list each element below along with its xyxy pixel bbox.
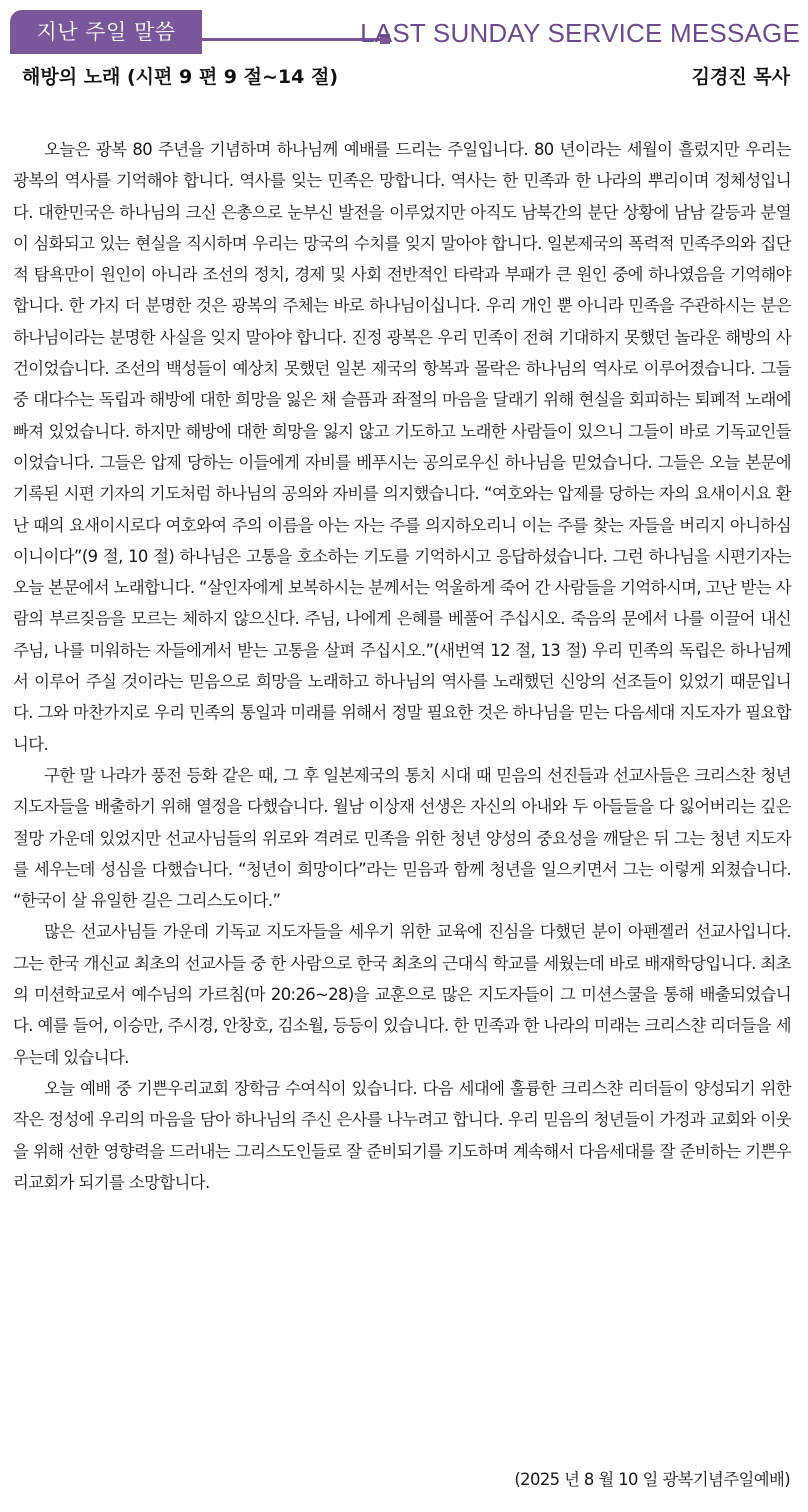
sermon-body	[13, 134, 791, 1198]
section-tag-label: 지난 주일 말씀	[10, 10, 202, 54]
paragraph-4: 오늘 예배 중 기쁜우리교회 장학금 수여식이 있습니다. 다음 세대에 훌륭한 크리스챤 리더들이 양성되기 위한 작은 정성에 우리의 마음을 담아 하나님의 주신 은사를 나누려고 합니다. 우리 믿음의 청년들이 가정과 교회와 이웃을 위해 선한 영향력을 드러내는 그리스도인들로 잘 준비되기를 기도하며 계속해서 다음세대를 잘 준비하는 기쁜우리교회가 되기를 소망합니다.	[13, 1078, 791, 1192]
english-section-title: LAST SUNDAY SERVICE MESSAGE	[360, 18, 800, 48]
paragraph-3: 많은 선교사님들 가운데 기독교 지도자들을 세우기 위한 교육에 진심을 다했던 분이 아펜젤러 선교사입니다. 그는 한국 개신교 최초의 선교사들 중 한 사람으로 한국 최초의 근대식 학교를 세웠는데 바로 배재학당입니다. 최초의 미션학교로서 예수님의 가르침(마 20:26~28)을 교훈으로 많은 지도자들이 그 미션스쿨을 통해 배출되었습니다. 예를 들어, 이승만, 주시경, 안창호, 김소월, 등등이 있습니다. 한 민족과 한 나라의 미래는 크리스챤 리더들을 세우는데 있습니다.	[13, 922, 791, 1067]
header-divider-line	[202, 38, 380, 41]
paragraph-2: 구한 말 나라가 풍전 등화 같은 때, 그 후 일본제국의 통치 시대 때 믿음의 선진들과 선교사들은 크리스찬 청년 지도자들을 배출하기 위해 열정을 다했습니다. 월남 이상재 선생은 자신의 아내와 두 아들들을 다 잃어버리는 깊은 절망 가운데 있었지만 선교사님들의 위로와 격려로 민족을 위한 청년 양성의 중요성을 깨달은 뒤 그는 청년 지도자를 세우는데 성심을 다했습니다. “청년이 희망이다”라는 믿음과 함께 청년을 일으키면서 그는 이렇게 외쳤습니다. “한국이 살 유일한 길은 그리스도이다.”	[13, 765, 791, 911]
sermon-title: 해방의 노래 (시편 9 편 9 절~14 절)	[22, 66, 339, 88]
preacher-name: 김경진 목사	[691, 66, 790, 88]
service-date-note: (2025 년 8 월 10 일 광복기념주일예배)	[514, 1470, 790, 1489]
paragraph-1: 오늘은 광복 80 주년을 기념하며 하나님께 예배를 드리는 주일입니다. 80 년이라는 세월이 흘렀지만 우리는 광복의 역사를 기억해야 합니다. 역사를 잊는 민족은 망합니다. 역사는 한 민족과 한 나라의 뿌리이며 정체성입니다. 대한민국은 하나님의 크신 은총으로 눈부신 발전을 이루었지만 아직도 남북간의 분단 상황에 남남 갈등과 분열이 심화되고 있는 현실을 직시하며 우리는 망국의 수치를 잊지 말아야 합니다. 일본제국의 폭력적 민족주의와 집단적 탐욕만이 원인이 아니라 조선의 정치, 경제 및 사회 전반적인 타락과 부패가 큰 원인 중에 하나였음을 기억해야 합니다. 한 가지 더 분명한 것은 광복의 주체는 바로 하나님이십니다. 우리 개인 뿐 아니라 민족을 주관하시는 분은 하나님이라는 분명한 사실을 잊지 말아야 합니다. 진정 광복은 우리 민족이 전혀 기대하지 못했던 놀라운 해방의 사건이었습니다. 조선의 백성들이 예상치 못했던 일본 제국의 항복과 몰락은 하나님의 역사로 이루어졌습니다. 그들 중 대다수는 독립과 해방에 대한 희망을 잃은 채 슬픔과 좌절의 마음을 달래기 위해 현실을 회피하는 퇴폐적 노래에 빠져 있었습니다. 하지만 해방에 대한 희망을 잃지 않고 기도하고 노래한 사람들이 있으니 그들이 바로 기독교인들이었습니다. 그들은 압제 당하는 이들에게 자비를 베푸시는 공의로우신 하나님을 믿었습니다. 그들은 오늘 본문에 기록된 시편 기자의 기도처럼 하나님의 공의와 자비를 의지했습니다. “여호와는 압제를 당하는 자의 요새이시요 환난 때의 요새이시로다 여호와여 주의 이름을 아는 자는 주를 의지하오리니 이는 주를 찾는 자들을 버리지 아니하심이니이다”(9 절, 10 절) 하나님은 고통을 호소하는 기도를 기억하시고 응답하셨습니다. 그런 하나님을 시편기자는 오늘 본문에서 노래합니다. “살인자에게 보복하시는 분께서는 억울하게 죽어 간 사람들을 기억하시며, 고난 받는 사람의 부르짖음을 모르는 체하지 않으신다. 주님, 나에게 은혜를 베풀어 주십시오. 죽음의 문에서 나를 이끌어 내신 주님, 나를 미워하는 자들에게서 받는 고통을 살펴 주십시오.”(새번역 12 절, 13 절) 우리 민족의 독립은 하나님께서 이루어 주실 것이라는 믿음으로 희망을 노래하고 하나님의 역사를 노래했던 신앙의 선조들이 있었기 때문입니다. 그와 마찬가지로 우리 민족의 통일과 미래를 위해서 정말 필요한 것은 하나님을 믿는 다음세대 지도자가 필요합니다.	[13, 140, 791, 754]
section-header	[10, 10, 800, 54]
